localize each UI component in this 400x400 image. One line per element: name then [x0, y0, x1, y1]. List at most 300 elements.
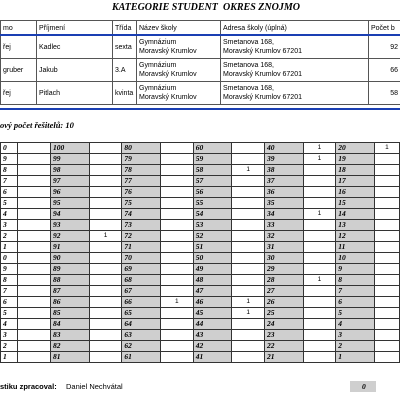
student-surname: Pitlach: [37, 82, 113, 105]
column-header-points: Počet b: [369, 21, 400, 36]
processed-by-name: Daniel Nechvátal: [66, 382, 123, 391]
score-count-cell: [232, 253, 265, 264]
score-value-cell: 7: [336, 286, 375, 297]
student-address-line-1: Smetanova 168,: [223, 85, 274, 92]
score-count-cell: [18, 308, 50, 319]
score-count-cell: [161, 165, 194, 176]
score-value-cell: 100: [50, 143, 89, 154]
score-count-cell: [303, 220, 336, 231]
score-grid-row: [1, 297, 400, 308]
score-count-cell: [89, 319, 122, 330]
score-value-cell: 78: [122, 165, 161, 176]
score-count-cell: [374, 297, 399, 308]
student-first-name: řej: [1, 36, 37, 59]
score-value-cell: 82: [50, 341, 89, 352]
score-count-cell: [18, 198, 50, 209]
score-value-cell: 13: [336, 220, 375, 231]
score-value-cell: 63: [122, 330, 161, 341]
student-school-line-1: Gymnázium: [139, 39, 177, 46]
score-count-cell: [18, 352, 50, 363]
score-count-cell: [161, 242, 194, 253]
score-count-cell: 1: [89, 231, 122, 242]
student-address-line-2: Moravský Krumlov 67201: [223, 94, 302, 101]
score-count-cell: [89, 264, 122, 275]
score-value-cell: 15: [336, 198, 375, 209]
score-grid-row: [1, 143, 400, 154]
score-count-cell: [161, 187, 194, 198]
student-class: sexta: [113, 36, 137, 59]
score-value-cell: 11: [336, 242, 375, 253]
score-value-cell: 22: [264, 341, 303, 352]
column-header-surname: Příjmení: [37, 21, 113, 36]
score-count-cell: [18, 286, 50, 297]
student-address: [221, 82, 369, 105]
score-count-cell: [374, 187, 399, 198]
blue-underline-bottom: [0, 108, 400, 110]
score-value-cell: 48: [193, 275, 232, 286]
score-count-cell: [161, 143, 194, 154]
score-value-cell: 5: [336, 308, 375, 319]
score-grid-row: [1, 275, 400, 286]
student-school: [137, 82, 221, 105]
score-count-cell: [232, 352, 265, 363]
score-value-cell: 88: [50, 275, 89, 286]
student-points: 66: [369, 59, 400, 82]
score-count-cell: [89, 242, 122, 253]
column-header-first-name: mo: [1, 21, 37, 36]
score-value-cell: 2: [336, 341, 375, 352]
score-count-cell: [374, 330, 399, 341]
district-title: OKRES ZNOJMO: [223, 2, 300, 13]
score-value-cell: 85: [50, 308, 89, 319]
score-value-cell: 90: [50, 253, 89, 264]
document-title: [0, 1, 400, 15]
score-count-cell: [18, 143, 50, 154]
student-address-line-1: Smetanova 168,: [223, 62, 274, 69]
score-value-cell: 42: [193, 341, 232, 352]
score-value-cell: 65: [122, 308, 161, 319]
student-row: [1, 36, 400, 59]
score-value-cell: 30: [264, 253, 303, 264]
score-grid: [0, 142, 400, 363]
student-row: [1, 59, 400, 82]
score-value-cell: 6: [336, 297, 375, 308]
score-value-cell: 9: [1, 264, 18, 275]
column-header-address: Adresa školy (úplná): [221, 21, 369, 36]
student-school: [137, 36, 221, 59]
score-grid-row: [1, 198, 400, 209]
score-grid-row: [1, 264, 400, 275]
score-count-cell: [89, 286, 122, 297]
score-value-cell: 75: [122, 198, 161, 209]
student-school-line-2: Moravský Krumlov: [139, 71, 197, 78]
score-value-cell: 34: [264, 209, 303, 220]
score-value-cell: 0: [1, 143, 18, 154]
score-count-cell: [89, 297, 122, 308]
score-value-cell: 6: [1, 297, 18, 308]
score-value-cell: 89: [50, 264, 89, 275]
score-value-cell: 6: [1, 187, 18, 198]
score-value-cell: 70: [122, 253, 161, 264]
score-value-cell: 73: [122, 220, 161, 231]
score-count-cell: [232, 176, 265, 187]
score-value-cell: 3: [336, 330, 375, 341]
score-count-cell: [374, 286, 399, 297]
score-count-cell: [18, 209, 50, 220]
score-count-cell: [232, 286, 265, 297]
score-value-cell: 38: [264, 165, 303, 176]
score-count-cell: [18, 275, 50, 286]
score-value-cell: 45: [193, 308, 232, 319]
score-grid-row: [1, 220, 400, 231]
score-grid-row: [1, 308, 400, 319]
student-points: 92: [369, 36, 400, 59]
score-count-cell: [374, 154, 399, 165]
score-value-cell: 52: [193, 231, 232, 242]
score-value-cell: 5: [1, 198, 18, 209]
score-value-cell: 93: [50, 220, 89, 231]
score-value-cell: 0: [1, 253, 18, 264]
score-count-cell: [374, 165, 399, 176]
student-row: [1, 82, 400, 105]
student-school-line-1: Gymnázium: [139, 85, 177, 92]
score-count-cell: [303, 352, 336, 363]
score-count-cell: [89, 275, 122, 286]
score-count-cell: 1: [303, 143, 336, 154]
score-count-cell: [18, 264, 50, 275]
score-grid-row: [1, 330, 400, 341]
score-count-cell: [374, 264, 399, 275]
score-value-cell: 49: [193, 264, 232, 275]
score-count-cell: [232, 330, 265, 341]
solver-count: [0, 119, 400, 131]
score-value-cell: 20: [336, 143, 375, 154]
score-value-cell: 74: [122, 209, 161, 220]
score-grid-row: [1, 352, 400, 363]
score-count-cell: 1: [303, 154, 336, 165]
score-value-cell: 83: [50, 330, 89, 341]
score-value-cell: 79: [122, 154, 161, 165]
column-header-school: Název školy: [137, 21, 221, 36]
score-count-cell: [303, 308, 336, 319]
score-count-cell: [161, 209, 194, 220]
score-value-cell: 84: [50, 319, 89, 330]
score-count-cell: [18, 341, 50, 352]
score-count-cell: [18, 220, 50, 231]
score-value-cell: 43: [193, 330, 232, 341]
score-count-cell: [161, 176, 194, 187]
score-count-cell: [89, 341, 122, 352]
score-count-cell: [303, 165, 336, 176]
score-value-cell: 31: [264, 242, 303, 253]
score-count-cell: [161, 352, 194, 363]
score-count-cell: [18, 253, 50, 264]
score-value-cell: 44: [193, 319, 232, 330]
score-count-cell: [303, 341, 336, 352]
score-value-cell: 77: [122, 176, 161, 187]
score-count-cell: [18, 242, 50, 253]
score-value-cell: 53: [193, 220, 232, 231]
score-value-cell: 9: [1, 154, 18, 165]
score-value-cell: 12: [336, 231, 375, 242]
score-value-cell: 59: [193, 154, 232, 165]
score-value-cell: 23: [264, 330, 303, 341]
score-value-cell: 4: [1, 319, 18, 330]
score-value-cell: 17: [336, 176, 375, 187]
score-count-cell: [18, 165, 50, 176]
score-value-cell: 24: [264, 319, 303, 330]
score-count-cell: [374, 231, 399, 242]
score-value-cell: 9: [336, 264, 375, 275]
score-value-cell: 80: [122, 143, 161, 154]
score-count-cell: [161, 253, 194, 264]
score-count-cell: [303, 264, 336, 275]
score-grid-row: [1, 187, 400, 198]
score-count-cell: 1: [232, 308, 265, 319]
score-grid-row: [1, 154, 400, 165]
score-count-cell: 1: [374, 143, 399, 154]
score-value-cell: 92: [50, 231, 89, 242]
score-grid-row: [1, 231, 400, 242]
score-value-cell: 61: [122, 352, 161, 363]
score-value-cell: 33: [264, 220, 303, 231]
score-value-cell: 7: [1, 286, 18, 297]
score-value-cell: 26: [264, 297, 303, 308]
score-count-cell: [374, 275, 399, 286]
score-count-cell: [18, 319, 50, 330]
score-count-cell: [232, 187, 265, 198]
score-count-cell: [232, 143, 265, 154]
score-value-cell: 68: [122, 275, 161, 286]
score-grid-row: [1, 242, 400, 253]
score-value-cell: 69: [122, 264, 161, 275]
score-count-cell: [18, 330, 50, 341]
score-value-cell: 3: [1, 220, 18, 231]
score-value-cell: 54: [193, 209, 232, 220]
score-count-cell: [161, 330, 194, 341]
score-count-cell: [303, 231, 336, 242]
score-value-cell: 47: [193, 286, 232, 297]
score-value-cell: 8: [336, 275, 375, 286]
score-count-cell: [161, 308, 194, 319]
student-class: 3.A: [113, 59, 137, 82]
score-value-cell: 94: [50, 209, 89, 220]
score-count-cell: [18, 187, 50, 198]
column-header-class: Třída: [113, 21, 137, 36]
score-count-cell: [374, 242, 399, 253]
student-first-name: řej: [1, 82, 37, 105]
student-address: [221, 59, 369, 82]
score-count-cell: [303, 253, 336, 264]
score-value-cell: 56: [193, 187, 232, 198]
score-count-cell: [374, 341, 399, 352]
score-value-cell: 40: [264, 143, 303, 154]
score-value-cell: 95: [50, 198, 89, 209]
score-count-cell: [232, 209, 265, 220]
student-school-line-2: Moravský Krumlov: [139, 48, 197, 55]
score-count-cell: [232, 220, 265, 231]
footer: [0, 381, 400, 392]
score-value-cell: 64: [122, 319, 161, 330]
score-grid-row: [1, 319, 400, 330]
score-value-cell: 67: [122, 286, 161, 297]
score-count-cell: [89, 176, 122, 187]
score-grid-row: [1, 176, 400, 187]
score-count-cell: [89, 209, 122, 220]
score-value-cell: 57: [193, 176, 232, 187]
score-value-cell: 21: [264, 352, 303, 363]
score-count-cell: [89, 308, 122, 319]
score-count-cell: [89, 330, 122, 341]
score-count-cell: [374, 352, 399, 363]
score-grid-row: [1, 253, 400, 264]
score-value-cell: 27: [264, 286, 303, 297]
score-count-cell: [303, 319, 336, 330]
blue-underline-top: [0, 34, 400, 36]
score-count-cell: [161, 286, 194, 297]
score-count-cell: [303, 242, 336, 253]
score-value-cell: 86: [50, 297, 89, 308]
score-count-cell: [89, 198, 122, 209]
score-count-cell: [89, 143, 122, 154]
score-count-cell: [303, 176, 336, 187]
score-count-cell: [161, 198, 194, 209]
score-value-cell: 76: [122, 187, 161, 198]
score-value-cell: 18: [336, 165, 375, 176]
score-value-cell: 28: [264, 275, 303, 286]
score-value-cell: 46: [193, 297, 232, 308]
solver-count-text: ový počet řešitelů: 10: [0, 120, 74, 130]
student-school-line-1: Gymnázium: [139, 62, 177, 69]
score-count-cell: [232, 154, 265, 165]
score-grid-row: [1, 209, 400, 220]
score-value-cell: 16: [336, 187, 375, 198]
score-value-cell: 2: [1, 231, 18, 242]
score-count-cell: [374, 198, 399, 209]
score-value-cell: 4: [1, 209, 18, 220]
score-value-cell: 91: [50, 242, 89, 253]
score-count-cell: [89, 220, 122, 231]
score-value-cell: 87: [50, 286, 89, 297]
score-count-cell: [232, 264, 265, 275]
student-school-line-2: Moravský Krumlov: [139, 94, 197, 101]
score-count-cell: [232, 198, 265, 209]
score-count-cell: 1: [232, 297, 265, 308]
score-count-cell: 1: [161, 297, 194, 308]
score-count-cell: [232, 242, 265, 253]
score-value-cell: 41: [193, 352, 232, 363]
student-class: kvinta: [113, 82, 137, 105]
score-value-cell: 5: [1, 308, 18, 319]
score-count-cell: [18, 231, 50, 242]
score-value-cell: 97: [50, 176, 89, 187]
score-count-cell: [374, 220, 399, 231]
student-address: [221, 36, 369, 59]
score-count-cell: [232, 231, 265, 242]
score-count-cell: [161, 319, 194, 330]
score-count-cell: [161, 231, 194, 242]
score-value-cell: 35: [264, 198, 303, 209]
score-value-cell: 29: [264, 264, 303, 275]
processed-by-label: stiku zpracoval:: [0, 382, 57, 391]
score-value-cell: 39: [264, 154, 303, 165]
score-value-cell: 19: [336, 154, 375, 165]
score-value-cell: 25: [264, 308, 303, 319]
score-count-cell: 1: [303, 275, 336, 286]
score-grid-row: [1, 341, 400, 352]
score-count-cell: [89, 253, 122, 264]
score-value-cell: 8: [1, 165, 18, 176]
score-value-cell: 32: [264, 231, 303, 242]
student-school: [137, 59, 221, 82]
score-value-cell: 8: [1, 275, 18, 286]
score-value-cell: 51: [193, 242, 232, 253]
score-count-cell: [374, 209, 399, 220]
score-count-cell: [161, 341, 194, 352]
score-value-cell: 55: [193, 198, 232, 209]
student-address-line-2: Moravský Krumlov 67201: [223, 48, 302, 55]
score-count-cell: [303, 187, 336, 198]
score-count-cell: [303, 330, 336, 341]
score-value-cell: 4: [336, 319, 375, 330]
score-count-cell: [374, 308, 399, 319]
score-value-cell: 2: [1, 341, 18, 352]
score-value-cell: 81: [50, 352, 89, 363]
score-count-cell: [18, 176, 50, 187]
student-address-line-1: Smetanova 168,: [223, 39, 274, 46]
score-value-cell: 99: [50, 154, 89, 165]
score-count-cell: [374, 176, 399, 187]
score-value-cell: 14: [336, 209, 375, 220]
score-value-cell: 1: [1, 242, 18, 253]
score-value-cell: 71: [122, 242, 161, 253]
score-count-cell: [89, 154, 122, 165]
score-count-cell: [18, 154, 50, 165]
score-grid-row: [1, 286, 400, 297]
score-count-cell: [18, 297, 50, 308]
score-count-cell: [89, 352, 122, 363]
score-count-cell: [303, 297, 336, 308]
score-count-cell: [374, 319, 399, 330]
student-surname: Jakub: [37, 59, 113, 82]
score-count-cell: [89, 187, 122, 198]
score-count-cell: [232, 319, 265, 330]
student-surname: Kadlec: [37, 36, 113, 59]
score-value-cell: 50: [193, 253, 232, 264]
score-grid-row: [1, 165, 400, 176]
score-count-cell: [89, 165, 122, 176]
score-count-cell: [303, 286, 336, 297]
score-value-cell: 10: [336, 253, 375, 264]
score-count-cell: [303, 198, 336, 209]
score-value-cell: 1: [336, 352, 375, 363]
score-count-cell: 1: [232, 165, 265, 176]
score-count-cell: [161, 154, 194, 165]
score-value-cell: 1: [1, 352, 18, 363]
students-table: [0, 20, 400, 105]
student-first-name: gruber: [1, 59, 37, 82]
score-count-cell: [161, 275, 194, 286]
score-value-cell: 66: [122, 297, 161, 308]
score-value-cell: 72: [122, 231, 161, 242]
score-value-cell: 62: [122, 341, 161, 352]
score-value-cell: 98: [50, 165, 89, 176]
score-count-cell: [232, 341, 265, 352]
score-value-cell: 58: [193, 165, 232, 176]
score-value-cell: 36: [264, 187, 303, 198]
student-address-line-2: Moravský Krumlov 67201: [223, 71, 302, 78]
score-value-cell: 60: [193, 143, 232, 154]
